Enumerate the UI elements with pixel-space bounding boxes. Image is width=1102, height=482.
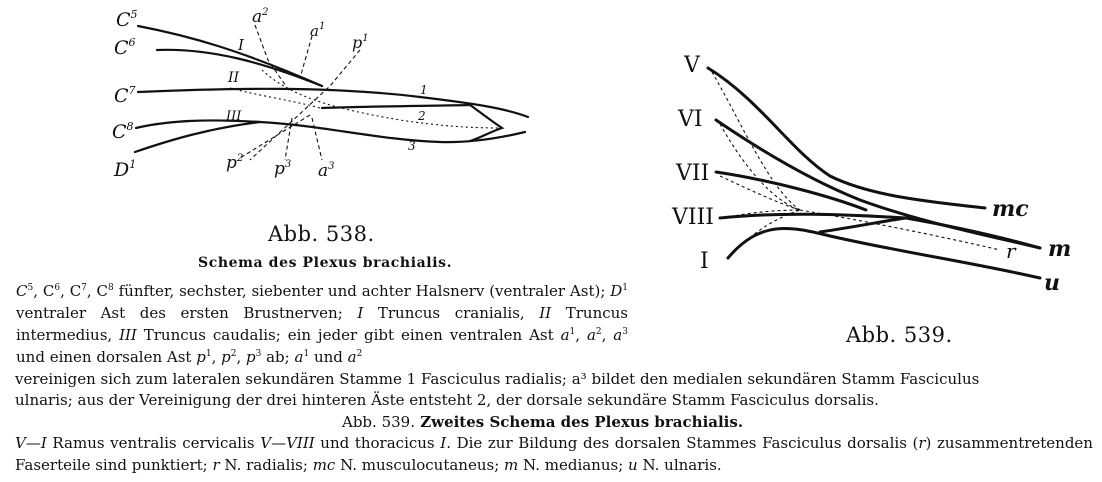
dash-v bbox=[712, 72, 800, 210]
label-viii: VIII bbox=[672, 205, 714, 230]
label-r: r bbox=[1006, 239, 1016, 263]
label-vi: VI bbox=[678, 107, 703, 132]
label-c7: $C^7$ bbox=[114, 84, 136, 107]
label-mc: mc bbox=[992, 196, 1029, 222]
label-fasc-2: 2 bbox=[418, 109, 426, 123]
label-truncus-3: III bbox=[226, 109, 242, 124]
label-a2: $a^2$ bbox=[252, 7, 269, 27]
label-truncus-2: II bbox=[228, 70, 240, 86]
label-p3: $p^3$ bbox=[274, 159, 292, 179]
figure-538-caption: Abb. 538. bbox=[268, 222, 375, 246]
label-v: V bbox=[684, 53, 700, 78]
label-vii: VII bbox=[676, 161, 710, 186]
label-c6: $C^6$ bbox=[114, 36, 136, 59]
figure-538-title: Schema des Plexus brachialis. bbox=[198, 255, 453, 271]
figure-539-legend-paragraph: V—I Ramus ventralis cervicalis V—VIII und thoracicus I. Die zur Bildung des dorsalen Stammes Fasciculus dorsalis (r) zusammentretenden Faserteile sind punktiert; r N. radialis; mc N. musculocutaneus; m N. medianus; u N. ulnaris. bbox=[15, 434, 1093, 474]
label-fasc-3: 3 bbox=[408, 139, 416, 153]
solid-nerve-lines-539 bbox=[708, 68, 1040, 278]
label-u: u bbox=[1044, 270, 1060, 296]
label-a1: $a^1$ bbox=[310, 21, 326, 40]
nerve-v bbox=[708, 68, 985, 208]
nerve-vi bbox=[716, 120, 1040, 248]
nerve-u-split bbox=[820, 218, 906, 232]
label-m: m bbox=[1048, 236, 1072, 262]
figure-539-caption: Abb. 539. bbox=[846, 323, 953, 347]
label-c8: $C^8$ bbox=[112, 120, 134, 143]
figure-538-legend-paragraph: $C^5$, $C^6$, $C^7$, $C^8$ fünfter, sechster, siebenter und achter Halsnerv (ventraler Ast); $D^1$ ventraler Ast des ersten Brustnerven; I Truncus cranialis, II Truncus intermedius, III Truncus caudalis; ein jeder gibt einen ventralen Ast $a^1$, $a^2$, $a^3$ und einen dorsalen Ast $p^1$, $p^2$, $p^3$ ab; $a^1$ und $a^2$ bbox=[16, 282, 629, 366]
label-p2: $p^2$ bbox=[226, 153, 244, 173]
figure-538-legend-line-3: ulnaris; aus der Vereinigung der drei hinteren Äste entsteht 2, der dorsale sekundäre Stamm Fasciculus dorsalis. bbox=[15, 391, 879, 409]
label-truncus-1: I bbox=[238, 36, 244, 54]
figure-538-legend-line-2: vereinigen sich zum lateralen sekundären Stamme 1 Fasciculus radialis; a³ bildet den medialen sekundären Stamm Fasciculus bbox=[15, 370, 980, 388]
figure-539-title: Abb. 539. Zweites Schema des Plexus brachialis. bbox=[342, 413, 744, 431]
label-a3: $a^3$ bbox=[318, 161, 335, 181]
label-i: I bbox=[700, 249, 709, 274]
label-fasc-1: 1 bbox=[420, 83, 428, 97]
nerve-viii bbox=[720, 214, 906, 218]
label-p1: $p^1$ bbox=[352, 33, 369, 52]
nerve-vii bbox=[716, 172, 866, 210]
label-d1: $D^1$ bbox=[114, 158, 137, 181]
label-c5: $C^5$ bbox=[116, 8, 138, 31]
dash-vi bbox=[720, 124, 800, 210]
